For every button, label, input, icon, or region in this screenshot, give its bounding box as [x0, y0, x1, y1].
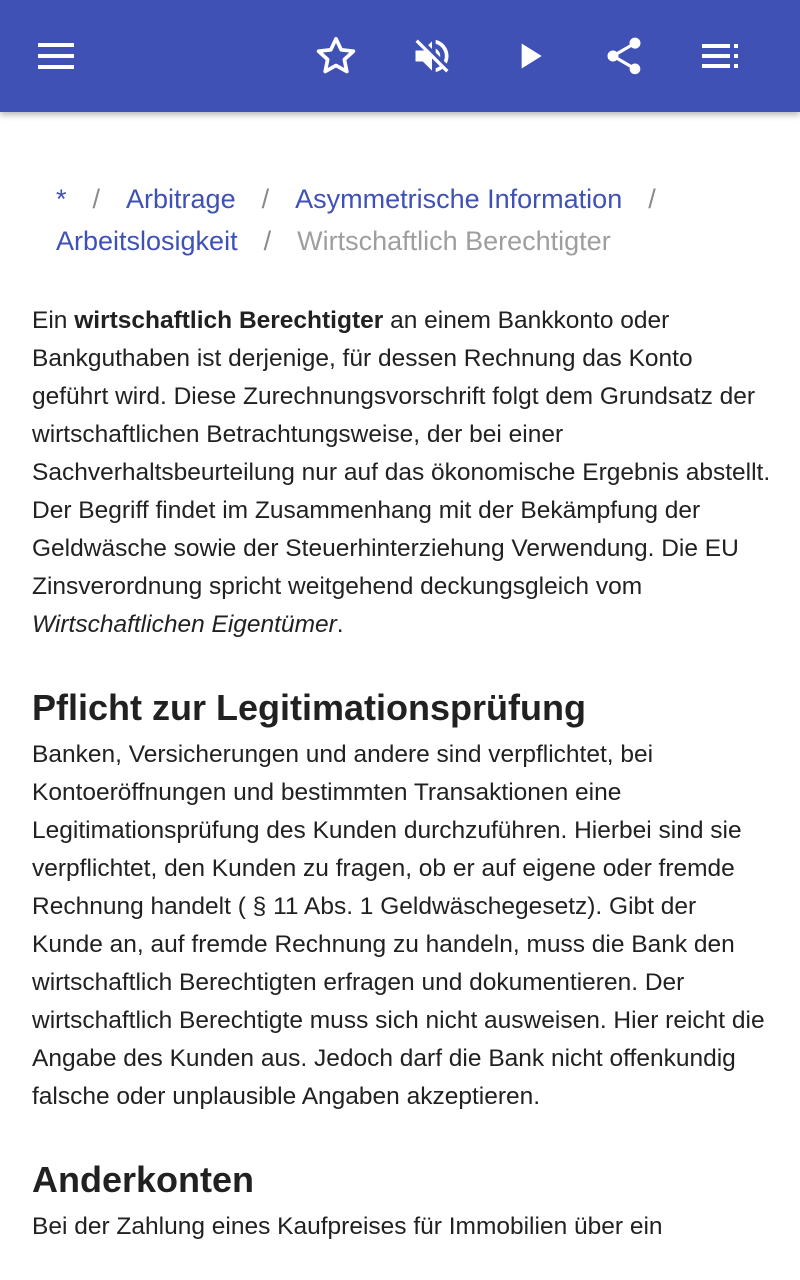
menu-button[interactable] — [28, 28, 84, 84]
app-bar — [0, 0, 800, 112]
intro-text-main: an einem Bankkonto oder Bankguthaben ist derjenige, für dessen Rechnung das Konto geführt wird. Diese Zurechnungsvorschrift folgt dem Grundsatz der wirtschaftlichen Betrachtungsweise, der bei einer Sachverhaltsbeurteilung nur auf das ökonomische Ergebnis abstellt. Der Begriff findet im Zusammenhang mit der Bekämpfung der Geldwäsche sowie der Steuerhinterziehung Verwendung. Die EU Zinsverordnung spricht weitgehend deckungsgleich vom — [32, 307, 771, 600]
intro-term: wirtschaftlich Berechtigter — [74, 307, 384, 334]
list-icon — [700, 36, 740, 76]
article-content — [32, 112, 772, 1280]
breadcrumb-separator: / — [261, 184, 270, 214]
volume-off-icon — [410, 34, 454, 78]
intro-text-pre: Ein — [32, 307, 75, 334]
section-text-legitimationspruefung: Banken, Versicherungen und andere sind verpflichtet, bei Kontoeröffnungen und bestimmten Transaktionen eine Legitimationsprüfung des Kunden durchzuführen. Hierbei sind sie verpflichtet, den Kunden zu fragen, ob er auf eigene oder fremde Rechnung handelt ( § 11 Abs. 1 Geldwäschegesetz). Gibt der Kunde an, auf fremde Rechnung zu handeln, muss die Bank den wirtschaftlich Berechtigten erfragen und dokumentieren. Der wirtschaftlich Berechtigte muss sich nicht ausweisen. Hier reicht die Angabe des Kunden aus. Jedoch darf die Bank nicht offenkundig falsche oder unplausible Angaben akzeptieren. — [32, 741, 765, 1110]
breadcrumb-item-asymmetrische-information[interactable]: Asymmetrische Information — [295, 184, 623, 214]
share-button[interactable] — [596, 28, 652, 84]
breadcrumb-separator: / — [263, 226, 272, 256]
menu-icon — [36, 36, 76, 76]
intro-paragraph — [32, 302, 772, 644]
intro-italic-term: Wirtschaftlichen Eigentümer — [32, 611, 337, 638]
bookmark-button[interactable] — [308, 28, 364, 84]
section-heading-anderkonten: Anderkonten — [32, 1159, 255, 1200]
intro-text-post: . — [336, 611, 344, 638]
breadcrumb-separator: / — [648, 184, 656, 214]
breadcrumb-item-root[interactable]: * — [56, 184, 67, 214]
play-icon — [510, 36, 550, 76]
mute-button[interactable] — [404, 28, 460, 84]
breadcrumb-separator: / — [92, 184, 101, 214]
breadcrumb-item-arbeitslosigkeit[interactable]: Arbeitslosigkeit — [56, 226, 238, 256]
section-text-anderkonten: Bei der Zahlung eines Kaufpreises für Immobilien über ein — [32, 1213, 663, 1240]
section-heading-legitimationspruefung: Pflicht zur Legitimationsprüfung — [32, 687, 586, 728]
breadcrumb-current: Wirtschaftlich Berechtigter — [297, 226, 611, 256]
breadcrumb-item-arbitrage[interactable]: Arbitrage — [126, 184, 236, 214]
breadcrumb — [56, 178, 772, 262]
star-icon — [314, 34, 358, 78]
share-icon — [602, 34, 646, 78]
contents-button[interactable] — [692, 28, 748, 84]
play-button[interactable] — [502, 28, 558, 84]
